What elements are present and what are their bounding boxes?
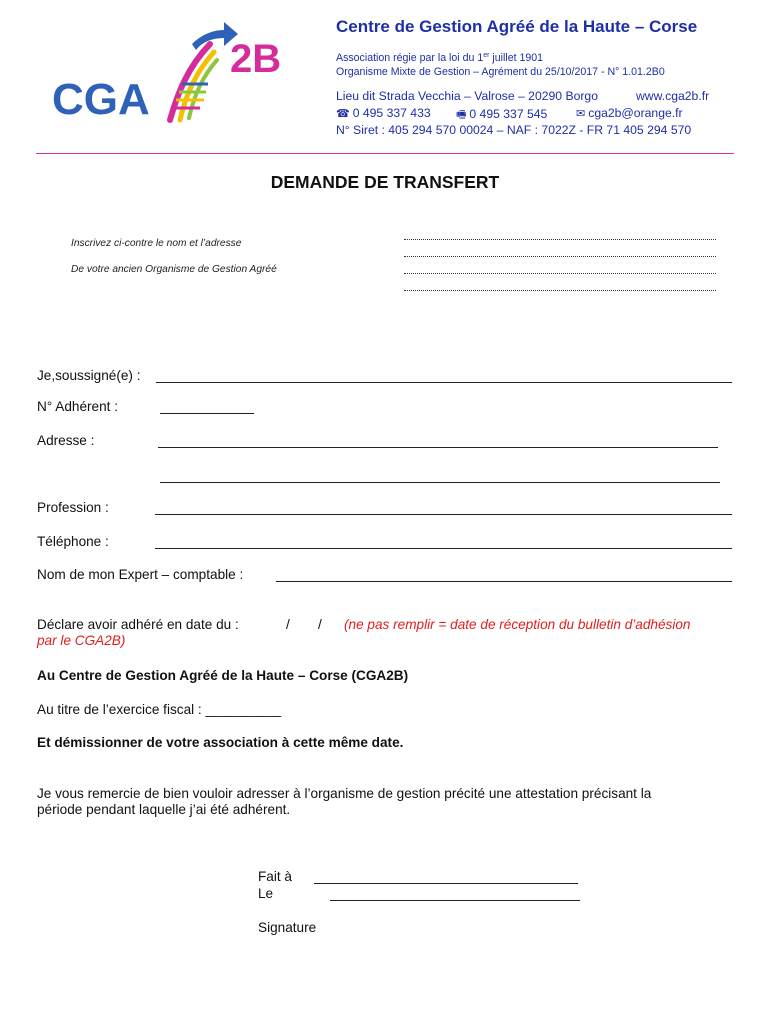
siret-line: N° Siret : 405 294 570 00024 – NAF : 7022Z - FR 71 405 294 570 [336, 123, 692, 137]
association-line: Association régie par la loi du 1er juillet 1901 [336, 52, 544, 64]
exercice-fiscal-line: Au titre de l’exercice fiscal : __________ [37, 702, 282, 717]
old-organism-line-2[interactable] [404, 256, 716, 257]
old-organism-line-3[interactable] [404, 273, 716, 274]
expert-comptable-field[interactable] [276, 581, 732, 582]
fait-a-field[interactable] [314, 883, 578, 884]
declare-label: Déclare avoir adhéré en date du : [37, 617, 239, 632]
declare-note-line-1: (ne pas remplir = date de réception du bulletin d’adhésion [344, 617, 691, 632]
website-link[interactable]: www.cga2b.fr [636, 89, 710, 103]
logo-swirl [170, 44, 217, 120]
phone-icon: ☎ [336, 108, 350, 120]
email-link[interactable]: cga2b@orange.fr [588, 106, 683, 120]
agrement-line: Organisme Mixte de Gestion – Agrément du 25/10/2017 - N° 1.01.2B0 [336, 66, 665, 78]
centre-line: Au Centre de Gestion Agréé de la Haute – Corse (CGA2B) [37, 668, 409, 683]
instruction-name-address: Inscrivez ci-contre le nom et l’adresse [71, 238, 242, 249]
adresse-field-1[interactable] [158, 447, 718, 448]
document-title: DEMANDE DE TRANSFERT [270, 172, 500, 192]
cga2b-logo [52, 22, 307, 134]
adherent-field[interactable] [160, 413, 254, 414]
date-separator-1: / [286, 617, 290, 632]
old-organism-line-4[interactable] [404, 290, 716, 291]
profession-label: Profession : [37, 500, 109, 515]
signature-label: Signature [258, 920, 317, 935]
mail-icon: ✉ [576, 108, 586, 120]
fax-icon: 🖷 [456, 109, 467, 121]
le-label: Le [258, 886, 274, 901]
telephone-label: Téléphone : [37, 534, 109, 549]
instruction-old-organism: De votre ancien Organisme de Gestion Agréé [71, 264, 277, 275]
profession-field[interactable] [155, 514, 732, 515]
telephone-field[interactable] [155, 548, 732, 549]
demission-line: Et démissionner de votre association à cette même date. [37, 735, 404, 750]
address-text: Lieu dit Strada Vecchia – Valrose – 20290 Borgo [336, 89, 598, 103]
expert-comptable-label: Nom de mon Expert – comptable : [37, 567, 244, 582]
date-separator-2: / [318, 617, 322, 632]
old-organism-line-1[interactable] [404, 239, 716, 240]
soussigne-field[interactable] [156, 382, 732, 383]
address-line [336, 89, 710, 103]
adherent-label: N° Adhérent : [37, 399, 119, 414]
org-title: Centre de Gestion Agréé de la Haute – Corse [336, 17, 698, 36]
adresse-label: Adresse : [37, 433, 95, 448]
fax-number: 0 495 337 545 [469, 107, 548, 121]
fait-a-label: Fait à [258, 869, 292, 884]
logo-text-2b: 2B [230, 37, 282, 81]
remerciement-line-1: Je vous remercie de bien vouloir adresser à l’organisme de gestion précité une attestation précisant la [37, 786, 652, 801]
remerciement-line-2: période pendant laquelle j’ai été adhérent. [37, 802, 291, 817]
contact-line [336, 106, 716, 120]
adresse-field-2[interactable] [160, 482, 720, 483]
logo-text-cga: CGA [52, 75, 150, 124]
soussigne-label: Je,soussigné(e) : [37, 368, 141, 383]
declare-note-line-2: par le CGA2B) [37, 633, 126, 648]
date-field[interactable] [330, 900, 580, 901]
header-divider [36, 153, 734, 154]
phone-number: 0 495 337 433 [352, 106, 431, 120]
